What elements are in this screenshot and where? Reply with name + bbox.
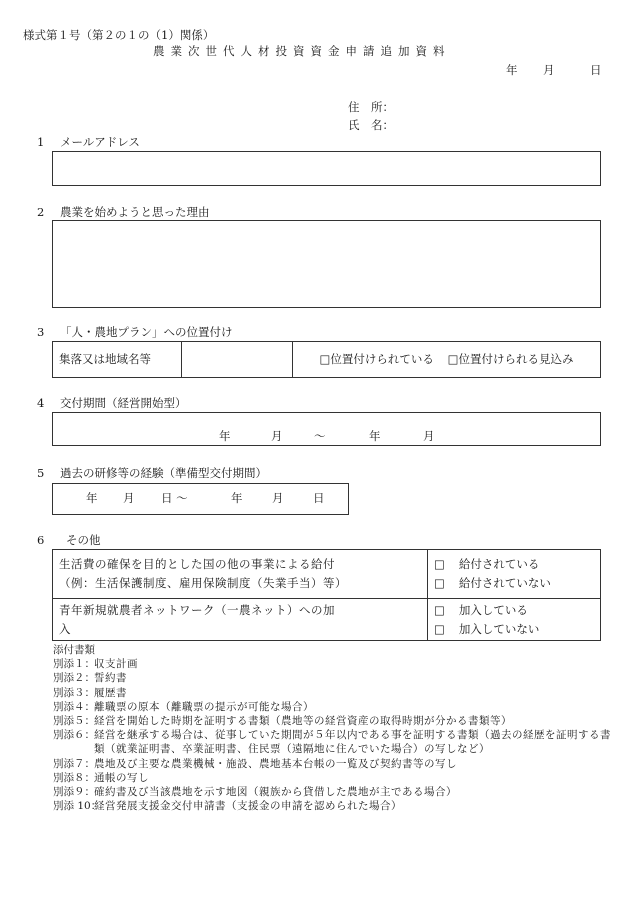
grant-period-field[interactable]: [52, 412, 601, 446]
network-question-line1: 青年新規就農者ネットワーク（一農ネット）への加: [59, 602, 335, 617]
date-day: 日: [590, 63, 602, 77]
checkbox-not-joined[interactable]: □: [434, 621, 445, 636]
option-not-joined: 加入していない: [458, 621, 540, 636]
section6-number: 6: [37, 533, 45, 547]
section3-number: 3: [37, 325, 45, 339]
section2-label: 農業を始めようと思った理由: [60, 205, 210, 219]
plan-position-options: [293, 342, 601, 378]
other-info-table: [52, 549, 601, 641]
list-item: 別添６： 経営を継承する場合は、従事していた期間が５年以内である事を証明する書類（過去の経歴を証明する書類（就業証明書、卒業証明書、住民票（遠隔地に住んでいた場合）の写しなど）: [53, 729, 611, 756]
training-start-month: 月: [123, 491, 135, 505]
network-question: [53, 599, 428, 641]
attachments-list: [53, 643, 614, 813]
section1-number: 1: [37, 135, 45, 149]
email-field[interactable]: [52, 151, 601, 186]
benefit-question-line1: 生活費の確保を目的とした国の他の事業による給付: [59, 557, 335, 571]
benefit-question-line2: （例：生活保護制度、雇用保険制度（失業手当）等）: [59, 576, 347, 590]
list-item: 別添２： 誓約書: [53, 672, 127, 685]
section6-label: その他: [66, 533, 101, 547]
list-item: 別添４： 離職票の原本（離職票の提示が可能な場合）: [53, 700, 314, 713]
training-end-year: 年: [231, 491, 243, 505]
plan-position-table: [52, 341, 601, 378]
reason-field[interactable]: [52, 220, 601, 308]
grant-end-year: 年: [369, 429, 381, 443]
grant-start-year: 年: [219, 429, 231, 443]
date-month: 月: [543, 63, 555, 77]
training-start-day: 日 ～: [161, 491, 188, 505]
region-name-input[interactable]: [182, 342, 293, 378]
training-period-field[interactable]: [52, 483, 349, 515]
network-question-line2: 入: [59, 621, 71, 636]
address-label: 住 所：: [348, 100, 394, 114]
network-options: [428, 599, 601, 641]
name-label: 氏 名：: [348, 118, 394, 132]
date-year: 年: [506, 63, 518, 77]
benefit-options: [428, 550, 601, 599]
page-title: 農業次世代人材投資資金申請追加資料: [153, 44, 451, 58]
list-item: 別添７： 農地及び主要な農業機械・施設、農地基本台帳の一覧及び契約書等の写し: [53, 757, 457, 770]
section4-number: 4: [37, 396, 45, 410]
training-end-month: 月: [272, 491, 284, 505]
list-item: 別添５： 経営を開始した時期を証明する書類（農地等の経営資産の取得時期が分かる書類等）: [53, 715, 512, 728]
list-item: 別添９： 確約書及び当該農地を示す地図（親族から貸借した農地が主である場合）: [53, 786, 457, 799]
form-number: 様式第１号（第２の１の（1）関係）: [23, 28, 215, 42]
option-not-receiving: 給付されていない: [458, 576, 551, 590]
training-end-day: 日: [313, 491, 325, 505]
list-item: 別添３： 履歴書: [53, 686, 127, 699]
grant-end-month: 月: [423, 429, 435, 443]
checkbox-joined[interactable]: □: [434, 602, 445, 617]
table-row: [53, 599, 601, 641]
section3-label: 「人・農地プラン」への位置付け: [60, 325, 233, 339]
section4-label: 交付期間（経営開始型）: [60, 396, 187, 410]
table-row: [53, 550, 601, 599]
attachments-heading: 添付書類: [53, 644, 95, 656]
option-positioned[interactable]: □位置付けられている: [319, 351, 434, 366]
section5-label: 過去の研修等の経験（準備型交付期間）: [60, 466, 267, 480]
option-receiving: 給付されている: [458, 557, 540, 571]
option-expected[interactable]: □位置付けられる見込み: [447, 351, 574, 366]
section2-number: 2: [37, 205, 45, 219]
checkbox-not-receiving[interactable]: □: [434, 576, 445, 590]
option-joined: 加入している: [458, 602, 528, 617]
checkbox-receiving[interactable]: □: [434, 557, 445, 571]
benefit-question: [53, 550, 428, 599]
list-item: 別添１： 収支計画: [53, 658, 138, 671]
list-item: 別添８： 通帳の写し: [53, 771, 149, 784]
section1-label: メールアドレス: [60, 135, 140, 149]
region-name-label: 集落又は地域名等: [53, 342, 182, 378]
list-item: 別添 10： 経営発展支援金交付申請書（支援金の申請を認められた場合）: [53, 800, 402, 813]
section5-number: 5: [37, 466, 45, 480]
training-start-year: 年: [86, 491, 98, 505]
grant-period-separator: ～: [314, 429, 326, 443]
grant-start-month: 月: [271, 429, 283, 443]
